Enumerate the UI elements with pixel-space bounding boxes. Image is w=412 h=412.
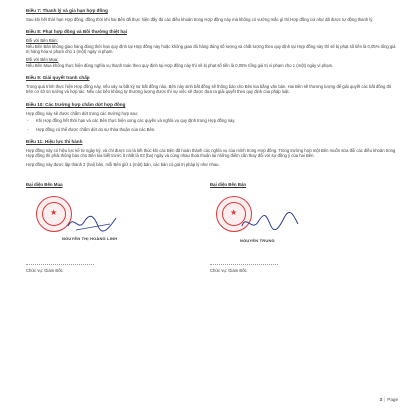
- article-11: [26, 139, 396, 167]
- article-11-text-2: Hợp đồng này được lập thành 2 (hai) bản, mỗi Bên giữ 1 (một) bản, các bản có giá trị pháp lý như nhau.: [26, 162, 220, 168]
- article-9-text: Trong quá trình thực hiện Hợp đồng này, nếu xảy ra bất kỳ sự bất đồng nào, Bên này sinh bất đồng sẽ thông báo cho Bên kia bằng văn bản. Hai Bên sẽ thương lượng để giải quyết các bất đồng đó trên cơ sở tin tưởng và hợp tác. Nếu các bên không tự thương lượng được thì sự việc sẽ được đưa ra giải quyết theo quy định của pháp luật.: [26, 83, 392, 95]
- article-8-heading: Điều 8: Phạt hợp đồng và Bồi thường thiệt hại: [26, 29, 127, 35]
- list-item: - Hợp đồng có thể được chấm dứt do sự thỏa thuận của các Bên.: [26, 127, 396, 133]
- article-7-heading: Điều 7: Thanh lý và gia hạn hợp đồng: [26, 8, 108, 13]
- article-7: [26, 8, 396, 22]
- article-11-text-1: Hợp đồng này có hiệu lực kể từ ngày ký, và chỉ được coi là kết thúc khi các Bên đã hoàn thành các nghĩa vụ của mình trong Hợp đồng. Trong trường hợp một Bên muốn sửa đổi các điều khoản trong Hợp đồng thì phải thông báo cho Bên kia biết trước ít nhất là 03 (ba) ngày và cùng nhau thoả thuận lại những điểm cần thay đổi với sự đồng ý của hai Bên.: [26, 147, 396, 159]
- buyer-subheading: Đối với Bên Mua:: [26, 56, 59, 62]
- buyer-penalty-text: Nếu Bên Mua không thực hiện đúng nghĩa vụ thanh toán theo quy định tại Hợp đồng này thì sẽ bị phạt số tiền là 0,05% tổng giá trị vi phạm cho 1 (một) ngày vi phạm.: [26, 62, 334, 68]
- seller-signer-name: NGUYỄN TRUNG: [240, 237, 275, 243]
- article-10-intro: Hợp đồng này sẽ được chấm dứt trong các trường hợp sau:: [26, 110, 139, 116]
- article-11-heading: Điều 11: Hiệu lực thi hành: [26, 139, 83, 145]
- page-label: Page: [387, 397, 398, 402]
- seller-signature-icon: [240, 210, 300, 234]
- seller-subheading: Đối với Bên Bán:: [26, 37, 58, 43]
- buyer-signer-name: NGUYỄN THỊ HOÀNG LINH: [62, 235, 118, 241]
- article-7-text: Sau khi hết thời hạn Hợp đồng, đồng thời khi hai Bên đã thực hiện đầy đủ các điều khoản trong Hợp đồng này mà không có vướng mắc gì thì Hợp đồng coi như đã được tự động thanh lý.: [26, 16, 374, 22]
- buyer-company-stamp: ★: [36, 196, 72, 232]
- buyer-signature-icon: [66, 212, 118, 234]
- buyer-representative-label: Đại diện Bên Mua: [26, 181, 63, 187]
- article-8: [26, 29, 396, 68]
- page-number: 3: [379, 397, 383, 402]
- buyer-signature-line: [26, 264, 94, 265]
- article-10: [26, 102, 396, 132]
- seller-representative-label: Đại diện Bên Bán: [210, 181, 247, 187]
- signature-area: [26, 182, 396, 282]
- page-footer: [380, 397, 399, 402]
- article-9-heading: Điều 9: Giải quyết tranh chấp: [26, 75, 90, 81]
- seller-role: Chức vụ: Giám Đốc: [210, 267, 247, 273]
- seller-company-stamp: ★: [216, 196, 252, 232]
- footer-divider: |: [384, 397, 386, 402]
- article-10-heading: Điều 10: Các trường hợp chấm dứt hợp đồng: [26, 102, 126, 108]
- article-9: [26, 75, 396, 95]
- buyer-role: Chức vụ: Giám Đốc: [26, 267, 63, 273]
- termination-list: [26, 118, 396, 132]
- seller-signature-line: [210, 264, 278, 265]
- list-item: - Khi Hợp đồng hết thời hạn và các Bên thực hiện xong các quyền và nghĩa vụ quy định trong Hợp đồng này.: [26, 118, 396, 124]
- seller-penalty-text: Nếu Bên Bán không giao hàng đúng thời hạn quy định tại Hợp đồng này hoặc không giao đủ hàng đúng số lượng và chất lượng theo quy định tại Hợp đồng này thì sẽ bị phạt số tiền là 0,05% tổng giá trị hàng hóa vi phạm cho 1 (một) ngày vi phạm.: [26, 43, 396, 55]
